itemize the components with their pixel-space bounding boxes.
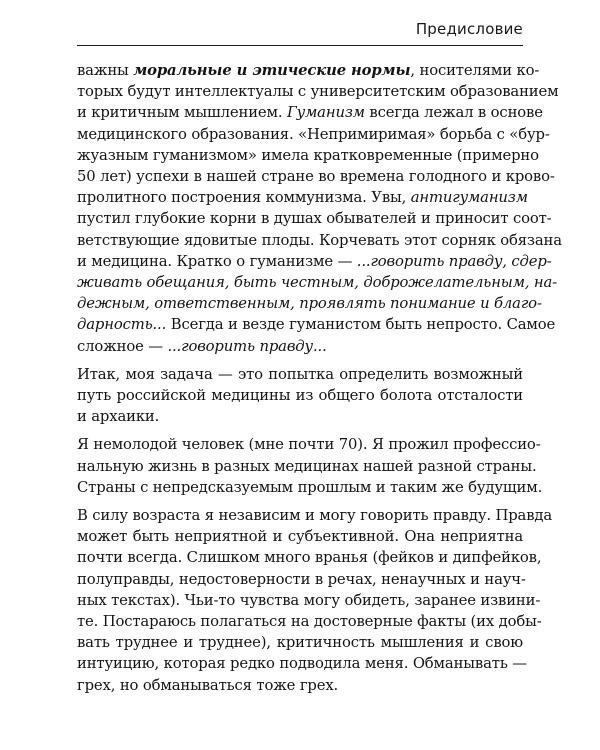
header-rule [77, 45, 523, 46]
text-run: Всегда и везде гуманистом быть непросто. Самое [166, 316, 556, 334]
text-line [77, 208, 552, 229]
text-line [77, 124, 550, 145]
text-line [77, 336, 523, 357]
running-header [77, 0, 523, 46]
text-run: нальную жизнь в разных медицинах нашей разной страны. [77, 457, 537, 475]
text-line [77, 60, 540, 81]
text-run: и критичным мышлением. [77, 104, 287, 122]
text-line [77, 434, 541, 455]
text-line [77, 590, 541, 611]
text-run: полуправды, недостоверности в речах, ненаучных и науч- [77, 570, 526, 588]
text-line [77, 187, 528, 208]
text-run: интуицию, которая редко подводила меня. Обманывать — [77, 655, 527, 673]
text-run: ных текстах). Чьи-то чувства могу обидеть, заранее извини- [77, 591, 541, 609]
text-line [77, 272, 558, 293]
text-run: жуазным гуманизмом» имела кратковременные (примерно [77, 146, 539, 164]
text-line [77, 314, 556, 335]
text-line [77, 477, 543, 498]
text-line [77, 653, 527, 674]
text-line [77, 81, 559, 102]
text-line [77, 456, 537, 477]
italic-run: дарность... [77, 316, 167, 334]
text-run: пролитного построения коммунизма. Увы, [77, 189, 411, 207]
paragraph [77, 364, 523, 428]
text-run: может быть неприятной и субъективной. Она неприятна [77, 528, 523, 546]
text-line [77, 526, 523, 547]
text-run: медицинского образования. «Непримиримая» борьба с «бур- [77, 125, 550, 143]
text-line [77, 293, 542, 314]
text-line [77, 505, 553, 526]
text-line [77, 102, 543, 123]
text-run: Страны с непредсказуемым прошлым и таким же будущим. [77, 478, 543, 496]
paragraph [77, 60, 562, 357]
text-run: 50 лет) успехи в нашей стране во времена голодного и крово- [77, 168, 555, 186]
text-line [77, 230, 562, 251]
text-run: и архаики. [77, 408, 160, 426]
text-run: и медицина. Кратко о гуманизме — [77, 252, 357, 270]
section-title: Предисловие [415, 20, 523, 38]
text-run: , носителями ко- [410, 62, 540, 79]
text-run: сложное — [77, 337, 168, 355]
text-run: Итак, моя задача — это попытка определить возможный [77, 365, 523, 383]
text-run: путь российской медицины из общего болота отсталости [77, 387, 523, 405]
text-run: ветствующие ядовитые плоды. Корчевать этот сорняк обязана [77, 231, 562, 249]
text-run: Я немолодой человек (мне почти 70). Я прожил профессио- [77, 436, 541, 454]
italic-run: Гуманизм [286, 104, 365, 122]
text-run: вать труднее и труднее), критичность мышления и свою [77, 634, 523, 652]
text-line [77, 569, 526, 590]
text-line [77, 632, 523, 653]
text-line [77, 611, 542, 632]
text-line [77, 547, 542, 568]
paragraph [77, 505, 553, 696]
body-text [77, 60, 562, 703]
paragraph [77, 434, 543, 498]
text-line [77, 385, 523, 406]
text-run: пустил глубокие корни в душах обывателей и приносит соот- [77, 210, 552, 228]
text-run: важны [77, 62, 134, 79]
text-line [77, 145, 539, 166]
text-run: грех, но обманываться тоже грех. [77, 676, 339, 694]
text-line [77, 406, 523, 427]
italic-run: дежным, ответственным, проявлять понимание и благо- [77, 295, 542, 313]
text-run: почти всегда. Слишком много вранья (фейков и дипфейков, [77, 549, 542, 567]
italic-run: живать обещания, быть честным, доброжелательным, на- [77, 274, 558, 292]
text-line [77, 364, 523, 385]
italic-run: антигуманизм [410, 189, 528, 207]
italic-run: ...говорить правду... [167, 337, 327, 355]
text-run: всегда лежал в основе [364, 104, 543, 122]
text-run: В силу возраста я независим и могу говорить правду. Правда [77, 507, 553, 525]
italic-run: ...говорить правду, сдер- [356, 252, 552, 270]
text-line [77, 251, 552, 272]
text-line [77, 166, 555, 187]
text-run: те. Постараюсь полагаться на достоверные факты (их добы- [77, 613, 542, 631]
text-line [77, 675, 523, 696]
text-run: торых будут интеллектуалы с университетским образованием [77, 83, 559, 101]
bold-italic-run: моральные и этические нормы [133, 62, 411, 79]
